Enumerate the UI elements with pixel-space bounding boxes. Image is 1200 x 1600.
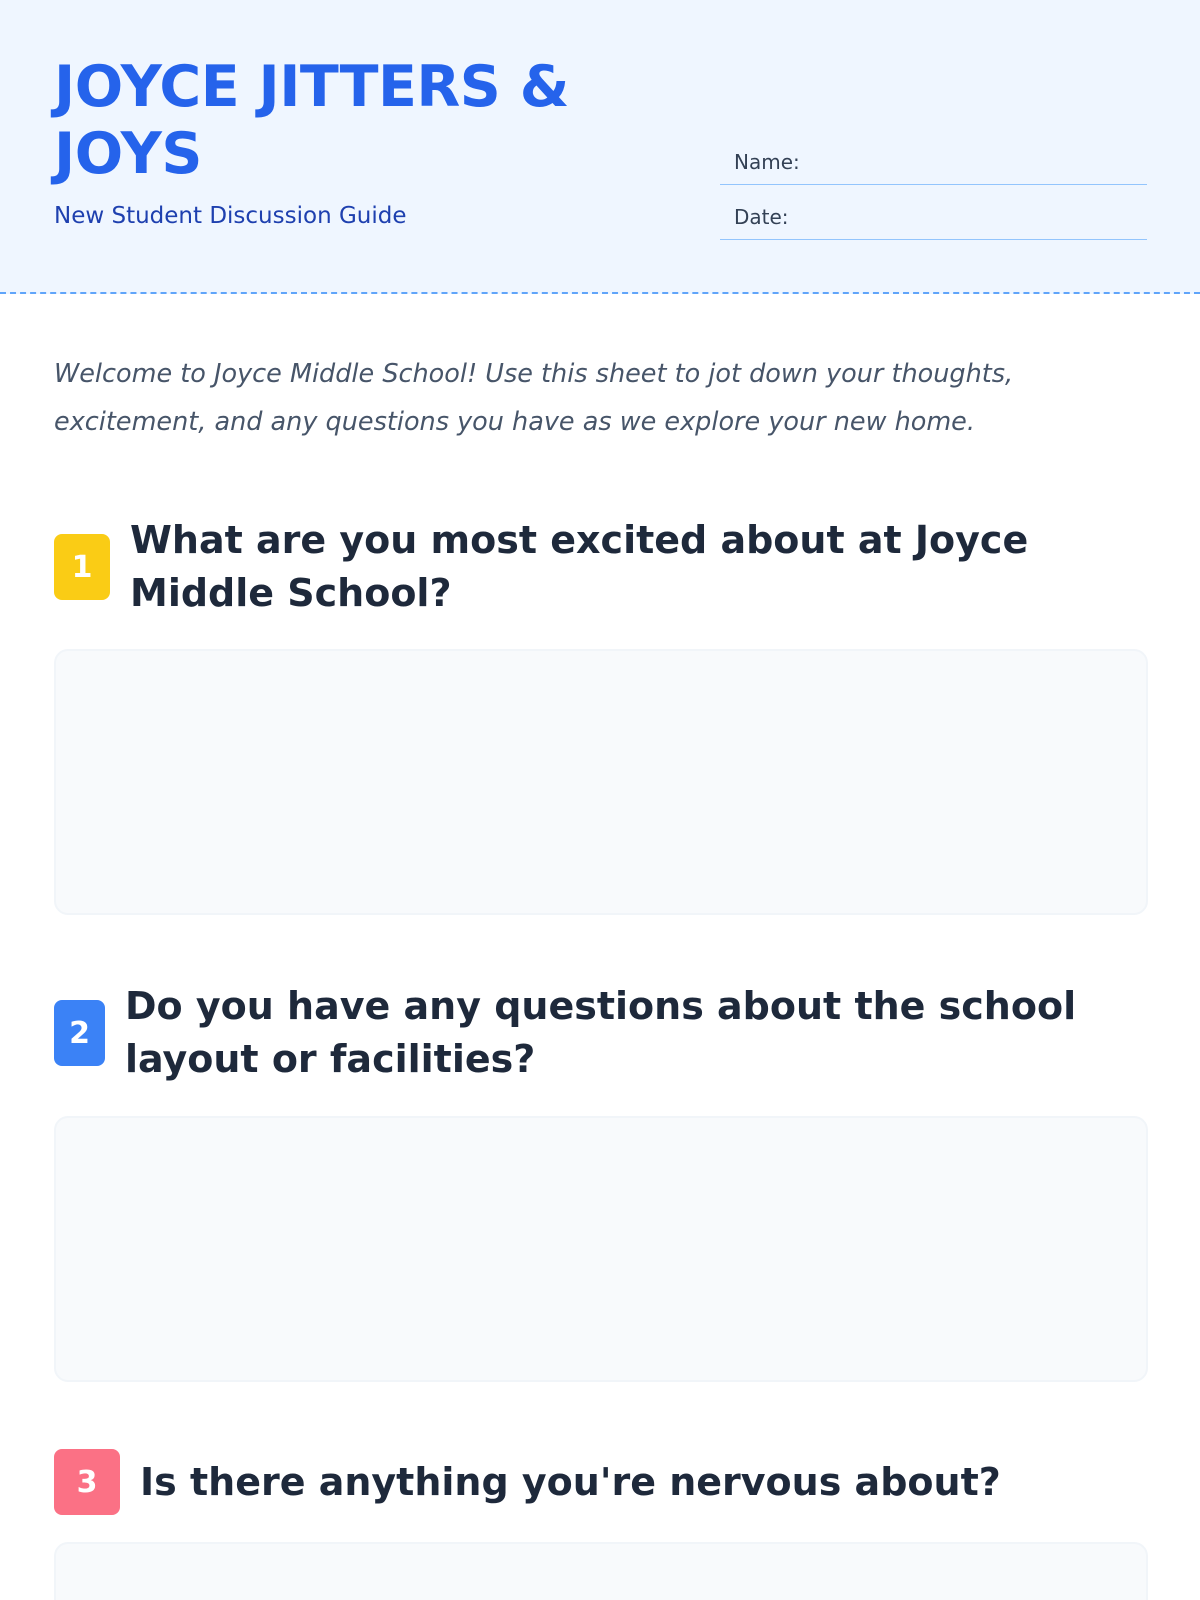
question-1-heading bbox=[54, 514, 1149, 620]
date-field-label: Date: bbox=[734, 205, 789, 229]
question-text: What are you most excited about at Joyce Middle School? bbox=[130, 518, 1029, 615]
name-field[interactable] bbox=[720, 145, 1147, 185]
date-field[interactable] bbox=[720, 200, 1147, 240]
answer-box-2[interactable] bbox=[54, 1116, 1148, 1382]
name-field-label: Name: bbox=[734, 150, 800, 174]
question-text: Is there anything you're nervous about? bbox=[140, 1459, 1001, 1504]
question-number-badge: 1 bbox=[54, 534, 110, 600]
question-3-heading bbox=[54, 1449, 1149, 1515]
question-number-badge: 3 bbox=[54, 1449, 120, 1515]
page-subtitle: New Student Discussion Guide bbox=[54, 203, 407, 229]
question-number-badge: 2 bbox=[54, 1000, 105, 1066]
answer-box-1[interactable] bbox=[54, 649, 1148, 915]
answer-box-3[interactable] bbox=[54, 1542, 1148, 1600]
question-2-heading bbox=[54, 980, 1149, 1086]
question-text: Do you have any questions about the school layout or facilities? bbox=[125, 984, 1077, 1081]
header-banner bbox=[0, 0, 1200, 294]
intro-text: Welcome to Joyce Middle School! Use this sheet to jot down your thoughts, excitement, and any questions you have as we explore your new home. bbox=[54, 359, 1014, 437]
page-title: JOYCE JITTERS & JOYS bbox=[54, 54, 569, 187]
